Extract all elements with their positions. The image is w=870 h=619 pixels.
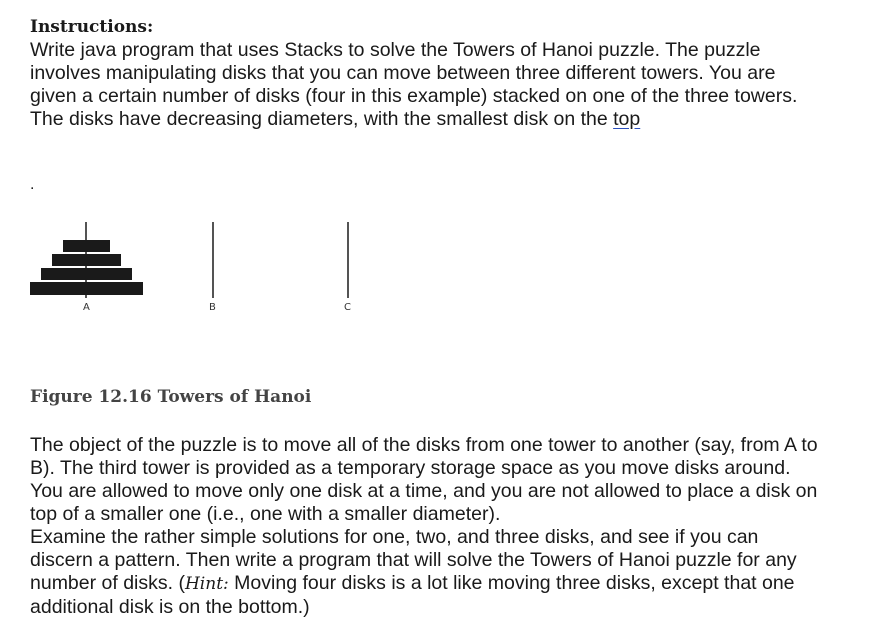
- stray-dot: .: [30, 176, 35, 193]
- figure-caption: Figure 12.16 Towers of Hanoi: [30, 387, 312, 407]
- tower-c-label: C: [344, 302, 351, 313]
- description-paragraph-2: [30, 526, 820, 619]
- instructions-paragraph: [30, 39, 820, 131]
- top-link[interactable]: top: [613, 108, 641, 130]
- paragraph-2-end: Moving four disks is a lot like moving three disks, except that one additional disk is on the bottom.): [30, 572, 795, 618]
- paragraph-2-start: Examine the rather simple solutions for one, two, and three disks, and see if you can discern a pattern. Then write a program that will solve the Towers of Hanoi puzzle for any number of disks. (: [30, 526, 797, 594]
- disk-1: [63, 240, 110, 252]
- hint-label: Hint:: [184, 574, 229, 594]
- document-page: [30, 16, 830, 618]
- disk-4: [30, 282, 143, 295]
- description-section: [30, 434, 820, 619]
- instructions-text: Write java program that uses Stacks to solve the Towers of Hanoi puzzle. The puzzle involves manipulating disks that you can move between three different towers. You are given a certain number of disks (four in this example) stacked on one of the three towers. The disks have decreasing diameters, with the smallest disk on the: [30, 39, 798, 130]
- tower-a-label: A: [83, 302, 90, 313]
- tower-b-label: B: [209, 302, 216, 313]
- instructions-heading: Instructions:: [30, 17, 154, 37]
- description-paragraph-1: The object of the puzzle is to move all of the disks from one tower to another (say, from A to B). The third tower is provided as a temporary storage space as you move disks around. You are allowed to move only one disk at a time, and you are not allowed to place a disk on top of a smaller one (i.e., one with a smaller diameter).: [30, 434, 818, 525]
- towers-diagram: [30, 220, 370, 320]
- towers-of-hanoi-figure: [30, 220, 370, 320]
- disk-3: [41, 268, 132, 280]
- disk-2: [52, 254, 121, 266]
